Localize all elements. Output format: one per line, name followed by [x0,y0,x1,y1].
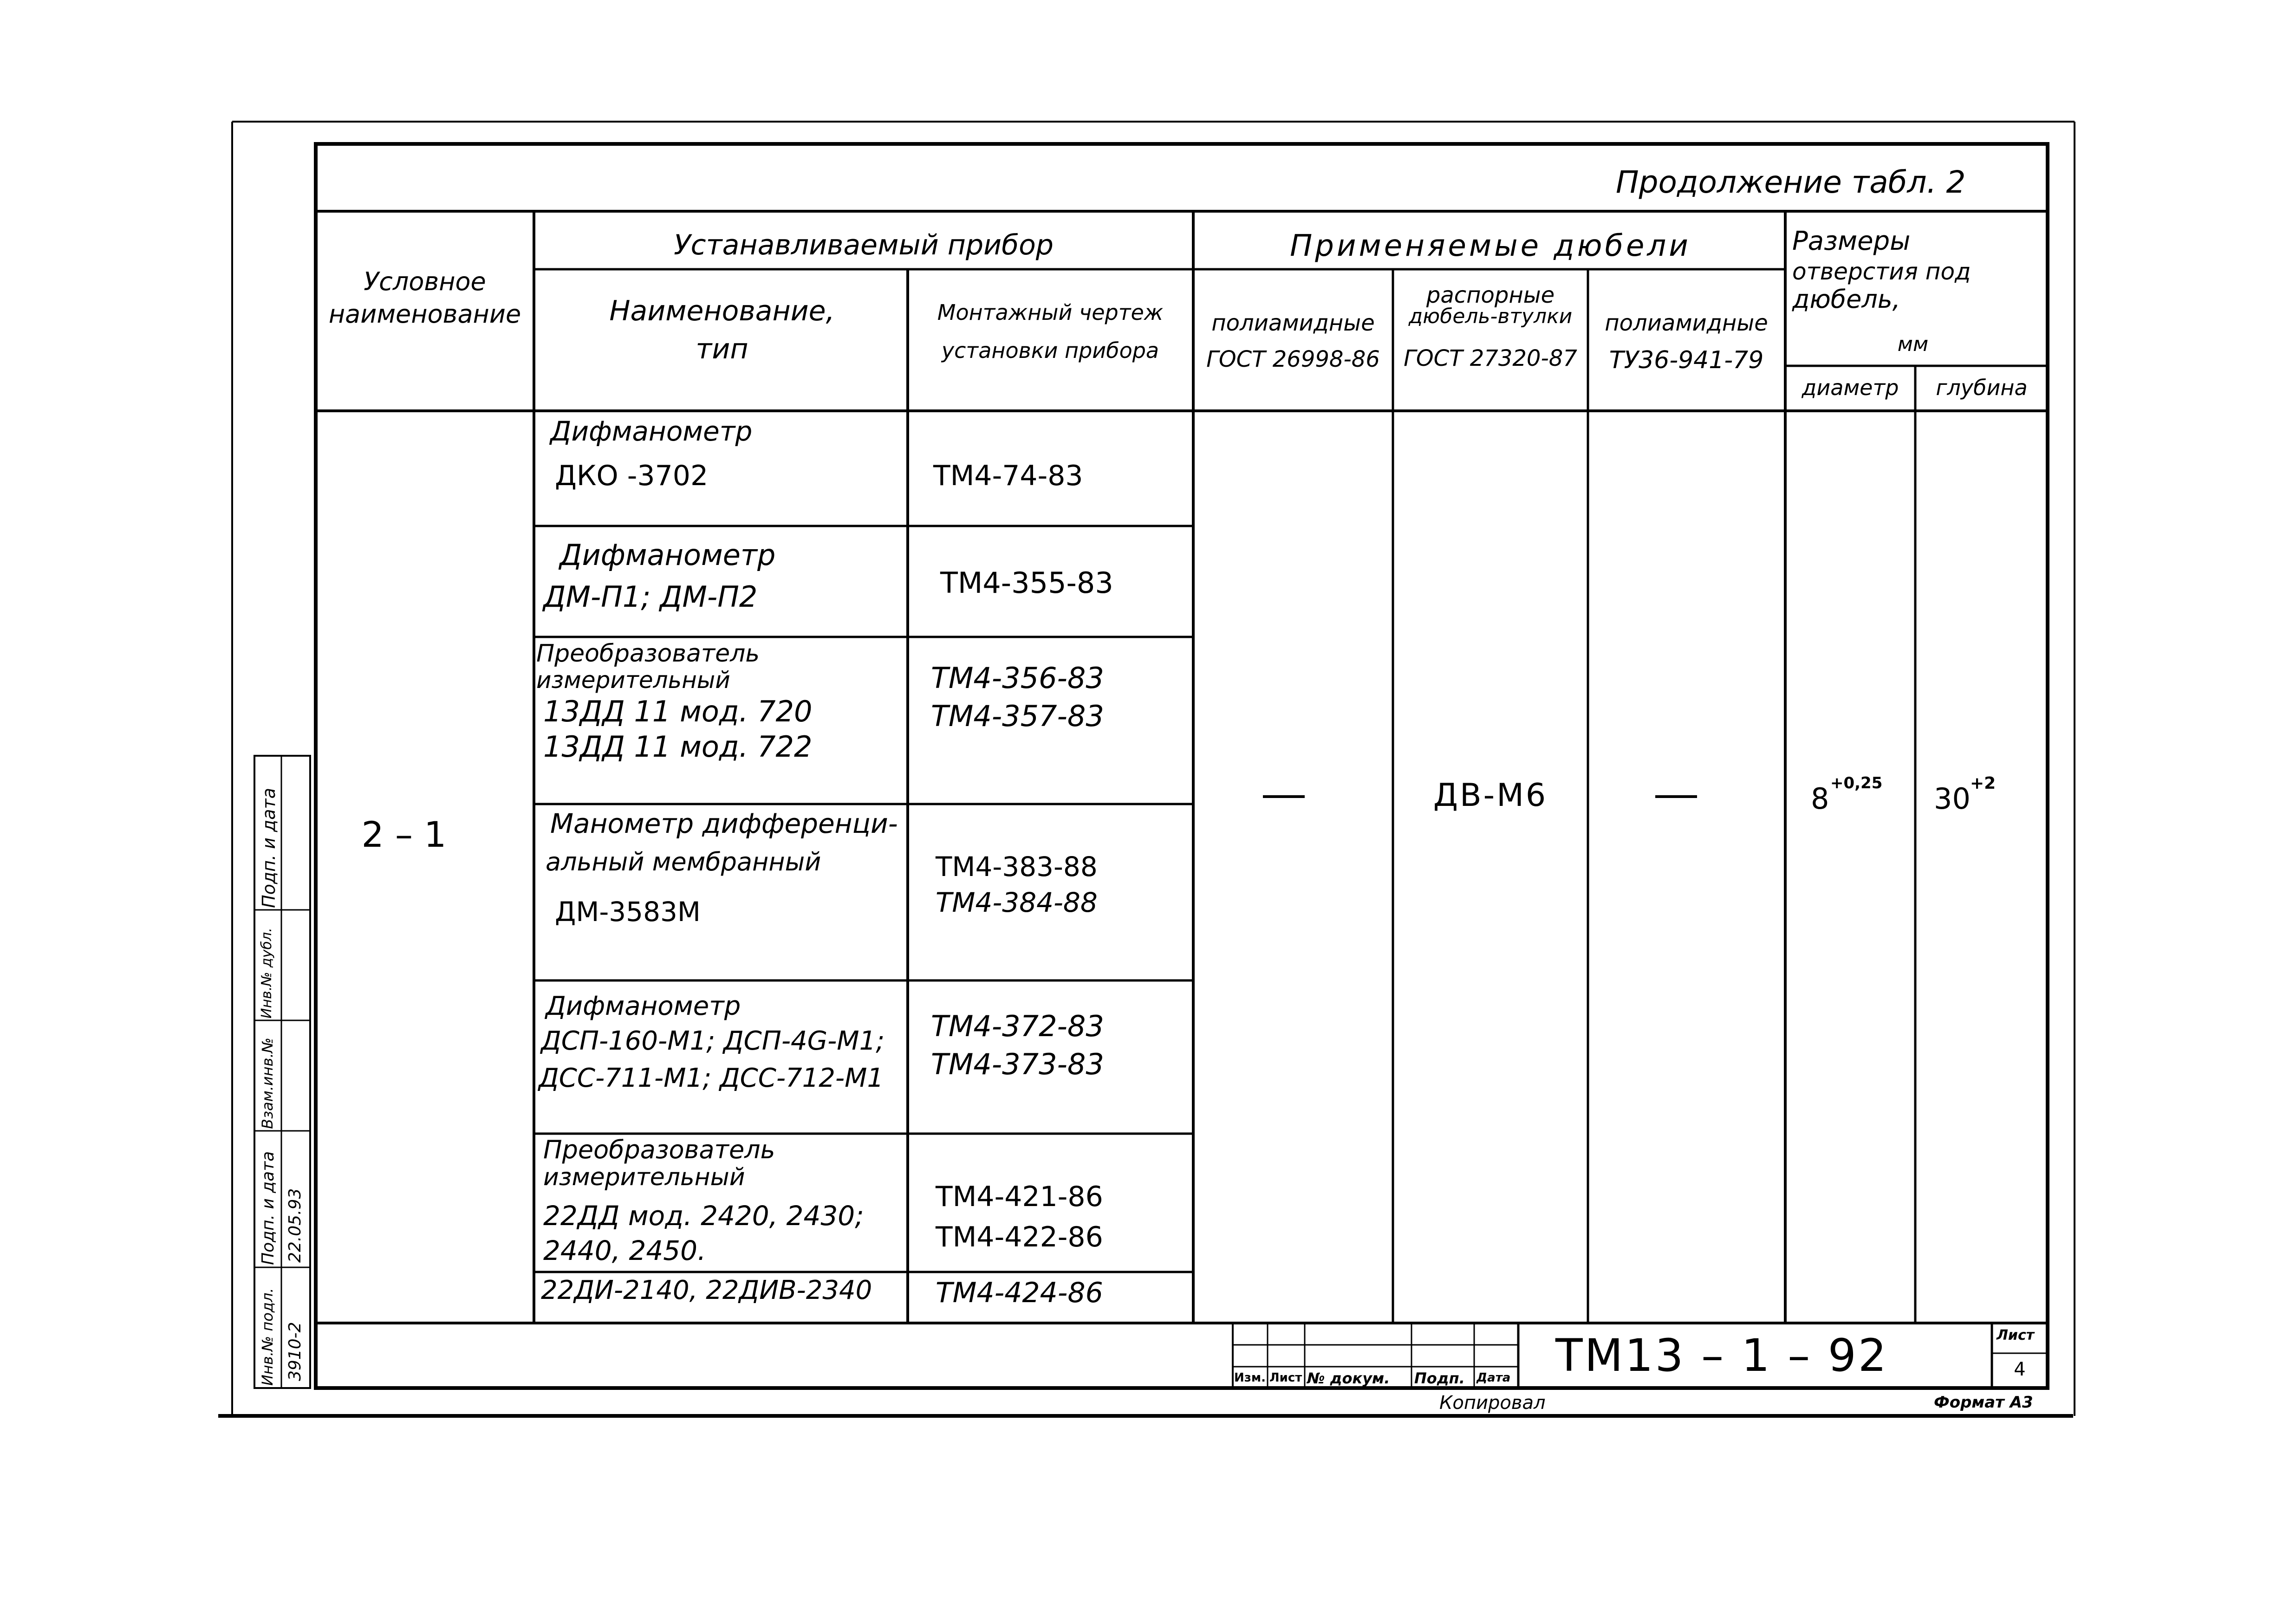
dowel1-value [1263,780,1268,785]
stamp-label-sign-date-2: Подп. и дата [259,788,279,908]
row5-name-line1: Дифманометр [546,991,741,1021]
row3-name-line4: 13ДД 11 мод. 722 [543,730,813,764]
header-name-type-line2: тип [696,333,748,365]
dowel2-value: ДВ-М6 [1433,777,1548,814]
row2-name-line1: Дифманометр [559,538,776,572]
depth-value: 30 [1934,782,1971,816]
header-dowel3-line2: ТУ36-941-79 [1609,346,1764,374]
row4-name-line2: альный мембранный [546,847,821,876]
header-dowel2-line1: распорные [1426,282,1555,308]
row3-name-line3: 13ДД 11 мод. 720 [543,694,813,728]
row6-name-line1: Преобразователь [543,1135,775,1164]
header-hole-sizes-line3: дюбель, [1792,285,1900,314]
sheet-number: 4 [2014,1359,2026,1380]
row6-drawing-line2: ТМ4-422-86 [936,1221,1103,1253]
row7-name-line1: 22ДИ-2140, 22ДИВ-2340 [541,1275,872,1305]
row3-drawing-line1: ТМ4-356-83 [931,661,1104,695]
row4-drawing-line2: ТМ4-384-88 [936,887,1098,918]
row5-drawing-line2: ТМ4-373-83 [931,1047,1104,1081]
header-applied-dowels: Применяемые дюбели [1290,229,1691,263]
document-designation: ТМ13 – 1 – 92 [1555,1330,1888,1382]
diameter-tolerance: +0,25 [1830,774,1883,792]
depth-tolerance: +2 [1970,774,1996,793]
row1-drawing-line1: ТМ4-74-83 [933,460,1083,492]
title-label-change: Изм. [1234,1371,1266,1385]
row6-name-line3: 22ДД мод. 2420, 2430; [543,1200,864,1232]
header-dowel1-line1: полиамидные [1211,310,1375,336]
header-dowel1-line2: ГОСТ 26998-86 [1206,346,1380,372]
header-dowel2-line2: дюбель-втулки [1408,305,1573,328]
conditional-name-value: 2 – 1 [361,814,447,855]
row1-name-line1: Дифманометр [550,415,753,447]
header-dowel3-line1: полиамидные [1605,310,1768,336]
row7-drawing-line1: ТМ4-424-86 [936,1277,1103,1309]
copied-label: Копировал [1439,1392,1546,1414]
title-label-sheet: Лист [1269,1371,1302,1385]
header-conditional-name-line1: Условное [364,267,486,296]
row1-name-line2: ДКО -3702 [555,460,709,492]
title-label-date: Дата [1476,1371,1511,1385]
row5-name-line2: ДСП-160-М1; ДСП-4G-М1; [541,1026,885,1056]
row5-drawing-line1: ТМ4-372-83 [931,1009,1104,1043]
header-hole-sizes-line2: отверстия под [1792,258,1971,285]
row2-name-line2: ДМ-П1; ДМ-П2 [543,580,758,614]
stamp-label-sign-date-1: Подп. и дата [259,1151,278,1265]
header-installed-device: Устанавливаемый прибор [674,229,1054,261]
header-mounting-drawing-line1: Монтажный чертеж [937,300,1164,325]
row4-name-line1: Манометр дифференци- [550,808,898,839]
row6-name-line2: измерительный [543,1163,745,1191]
header-name-type-line1: Наименование, [609,295,835,327]
stamp-label-duplicate-inv: Инв.№ дубл. [259,928,275,1019]
header-diameter: диаметр [1802,375,1899,400]
format-label: Формат А3 [1934,1393,2033,1412]
header-depth: глубина [1936,375,2028,400]
row3-name-line1: Преобразователь [536,640,760,668]
row4-name-line3: ДМ-3583М [555,896,701,928]
row6-name-line4: 2440, 2450. [543,1235,706,1266]
stamp-label-replace-inv: Взам.инв.№ [259,1038,276,1129]
diameter-value: 8 [1811,782,1829,816]
header-conditional-name-line2: наименование [328,299,521,329]
title-label-signature: Подп. [1414,1369,1465,1387]
header-hole-sizes-unit: мм [1897,332,1929,356]
row5-name-line3: ДСС-711-М1; ДСС-712-М1 [539,1063,884,1093]
stamp-value-date: 22.05.93 [286,1188,305,1263]
stamp-value-original-inv: 3910-2 [286,1322,305,1381]
dowel3-value [1655,780,1660,785]
stamp-label-original-inv: Инв.№ подл. [259,1288,276,1386]
row3-name-line2: измерительный [536,667,730,694]
header-hole-sizes-line1: Размеры [1792,226,1911,256]
sheet-label: Лист [1997,1327,2035,1343]
row6-drawing-line1: ТМ4-421-86 [936,1181,1103,1213]
continuation-label: Продолжение табл. 2 [1616,164,1966,200]
header-dowel2-line3: ГОСТ 27320-87 [1404,345,1577,371]
header-mounting-drawing-line2: установки прибора [941,338,1159,363]
row4-drawing-line1: ТМ4-383-88 [936,851,1098,882]
row2-drawing-line1: ТМ4-355-83 [940,566,1113,600]
title-label-doc-number: № докум. [1307,1369,1390,1387]
row3-drawing-line2: ТМ4-357-83 [931,699,1104,733]
